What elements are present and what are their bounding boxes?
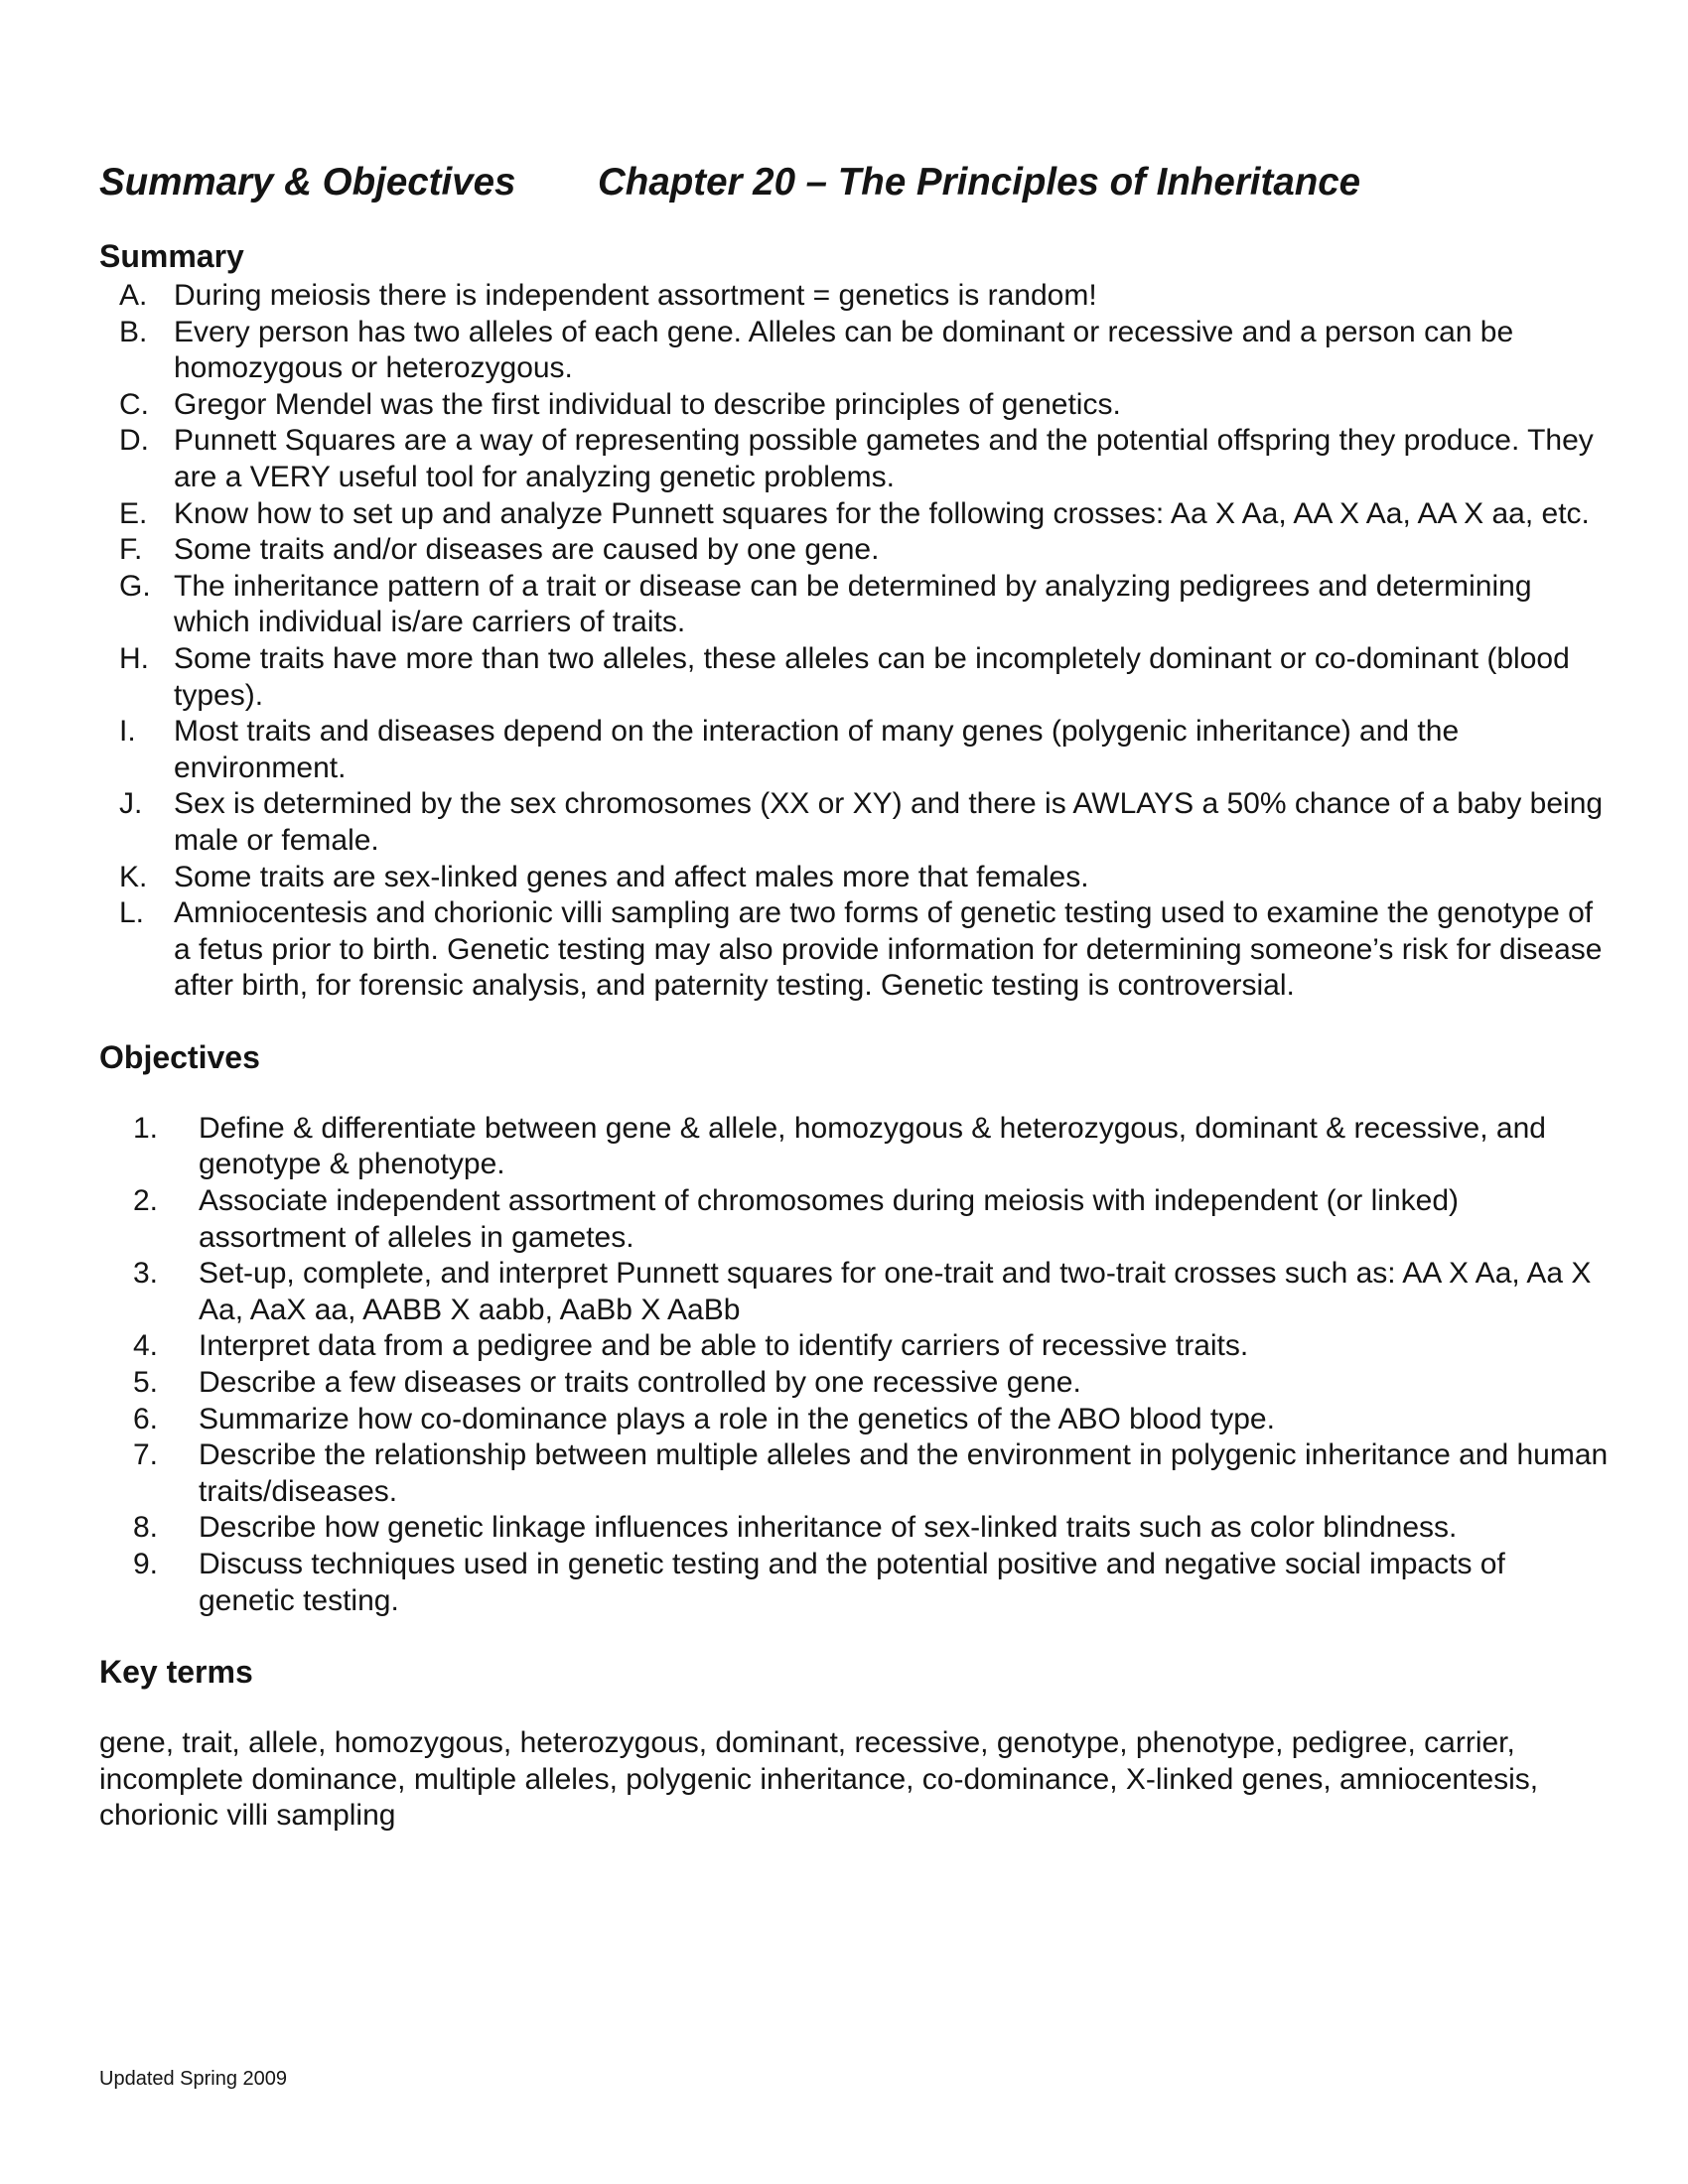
summary-item	[99, 895, 1609, 1005]
summary-item-text: Every person has two alleles of each gene. Alleles can be dominant or recessive and a person can be homozygous or heterozygous.	[174, 315, 1514, 385]
summary-item	[99, 786, 1609, 859]
list-marker: D.	[119, 424, 149, 458]
list-marker: A.	[119, 279, 148, 312]
objective-item-text: Define & differentiate between gene & allele, homozygous & heterozygous, dominant & recessive, and genotype & phenotype.	[199, 1111, 1546, 1181]
list-marker: 8.	[133, 1511, 159, 1545]
list-marker: J.	[119, 787, 143, 821]
key-terms-heading: Key terms	[99, 1654, 253, 1691]
objective-item-text: Discuss techniques used in genetic testing and the potential positive and negative social impacts of genetic testing.	[199, 1548, 1505, 1617]
summary-section	[99, 234, 1609, 1005]
summary-item	[99, 860, 1609, 896]
list-marker: L.	[119, 896, 145, 930]
summary-item-text: Some traits have more than two alleles, these alleles can be incompletely dominant or co-dominant (blood types).	[174, 641, 1570, 712]
list-marker: 1.	[133, 1111, 159, 1145]
title-chapter: Chapter 20 – The Principles of Inheritance	[598, 161, 1361, 204]
document-title	[99, 157, 1609, 208]
objective-item	[99, 1183, 1609, 1256]
footer-updated: Updated Spring 2009	[99, 2068, 288, 2090]
list-marker: E.	[119, 496, 148, 530]
summary-item	[99, 496, 1609, 533]
summary-item	[99, 641, 1609, 714]
summary-item	[99, 315, 1609, 387]
summary-item	[99, 714, 1609, 786]
objective-item	[99, 1402, 1609, 1438]
title-summary-objectives: Summary & Objectives	[99, 161, 516, 204]
list-marker: H.	[119, 641, 149, 675]
objective-item	[99, 1365, 1609, 1402]
summary-item-text: Sex is determined by the sex chromosomes (XX or XY) and there is AWLAYS a 50% chance of a baby being male or female.	[174, 787, 1604, 857]
list-marker: G.	[119, 569, 151, 603]
key-terms-text: gene, trait, allele, homozygous, heterozygous, dominant, recessive, genotype, phenotype, pedigree, carrier, incomplete dominance, multiple alleles, polygenic inheritance, co-dominance, X-linked genes, amniocentesis, chorionic villi sampling	[99, 1726, 1539, 1833]
list-marker: 5.	[133, 1366, 159, 1400]
summary-item-text: Some traits and/or diseases are caused by one gene.	[174, 533, 880, 567]
list-marker: K.	[119, 860, 148, 893]
document-page	[99, 157, 1609, 1835]
summary-item-text: Punnett Squares are a way of representing possible gametes and the potential offspring they produce. They are a VERY useful tool for analyzing genetic problems.	[174, 424, 1594, 493]
objective-item-text: Summarize how co-dominance plays a role in the genetics of the ABO blood type.	[199, 1402, 1275, 1435]
objectives-heading: Objectives	[99, 1038, 260, 1075]
list-marker: B.	[119, 315, 148, 348]
summary-item	[99, 423, 1609, 495]
summary-item	[99, 387, 1609, 424]
summary-heading: Summary	[99, 238, 244, 274]
objective-item	[99, 1510, 1609, 1547]
objective-item	[99, 1256, 1609, 1328]
objective-item-text: Describe a few diseases or traits controlled by one recessive gene.	[199, 1366, 1081, 1400]
list-marker: 7.	[133, 1438, 159, 1472]
summary-item-text: Amniocentesis and chorionic villi sampling are two forms of genetic testing used to examine the genotype of a fetus prior to birth. Genetic testing may also provide information for determining someone’s risk for disease after birth, for forensic analysis, and paternity testing. Genetic testing is controversial.	[174, 896, 1603, 1003]
summary-item	[99, 532, 1609, 569]
objective-item-text: Describe the relationship between multiple alleles and the environment in polygenic inheritance and human traits/diseases.	[199, 1438, 1609, 1508]
list-marker: 3.	[133, 1257, 159, 1291]
summary-item	[99, 278, 1609, 315]
objective-item	[99, 1328, 1609, 1365]
list-marker: C.	[119, 387, 149, 421]
objective-item	[99, 1111, 1609, 1183]
objective-item-text: Associate independent assortment of chromosomes during meiosis with independent (or linked) assortment of alleles in gametes.	[199, 1184, 1460, 1254]
objective-item	[99, 1547, 1609, 1619]
summary-item-text: During meiosis there is independent assortment = genetics is random!	[174, 279, 1097, 312]
list-marker: 9.	[133, 1548, 159, 1580]
objective-item	[99, 1437, 1609, 1510]
list-marker: I.	[119, 715, 136, 749]
list-marker: F.	[119, 533, 143, 567]
summary-item-text: Know how to set up and analyze Punnett squares for the following crosses: Aa X Aa, AA X Aa, AA X aa, etc.	[174, 496, 1590, 530]
summary-item	[99, 569, 1609, 641]
list-marker: 6.	[133, 1402, 159, 1435]
objectives-list	[99, 1111, 1609, 1619]
key-terms-section	[99, 1650, 1609, 1835]
summary-list	[99, 278, 1609, 1005]
objective-item-text: Interpret data from a pedigree and be able to identify carriers of recessive traits.	[199, 1329, 1249, 1363]
list-marker: 2.	[133, 1184, 159, 1218]
list-marker: 4.	[133, 1329, 159, 1363]
summary-item-text: Some traits are sex-linked genes and affect males more that females.	[174, 860, 1089, 893]
summary-item-text: The inheritance pattern of a trait or disease can be determined by analyzing pedigrees and determining which individual is/are carriers of traits.	[174, 569, 1532, 639]
summary-item-text: Most traits and diseases depend on the interaction of many genes (polygenic inheritance) and the environment.	[174, 715, 1460, 784]
summary-item-text: Gregor Mendel was the first individual to describe principles of genetics.	[174, 387, 1121, 421]
objectives-section	[99, 1035, 1609, 1619]
objective-item-text: Set-up, complete, and interpret Punnett squares for one-trait and two-trait crosses such as: AA X Aa, Aa X Aa, AaX aa, AABB X aabb, AaBb X AaBb	[199, 1257, 1592, 1326]
objective-item-text: Describe how genetic linkage influences inheritance of sex-linked traits such as color blindness.	[199, 1511, 1458, 1545]
